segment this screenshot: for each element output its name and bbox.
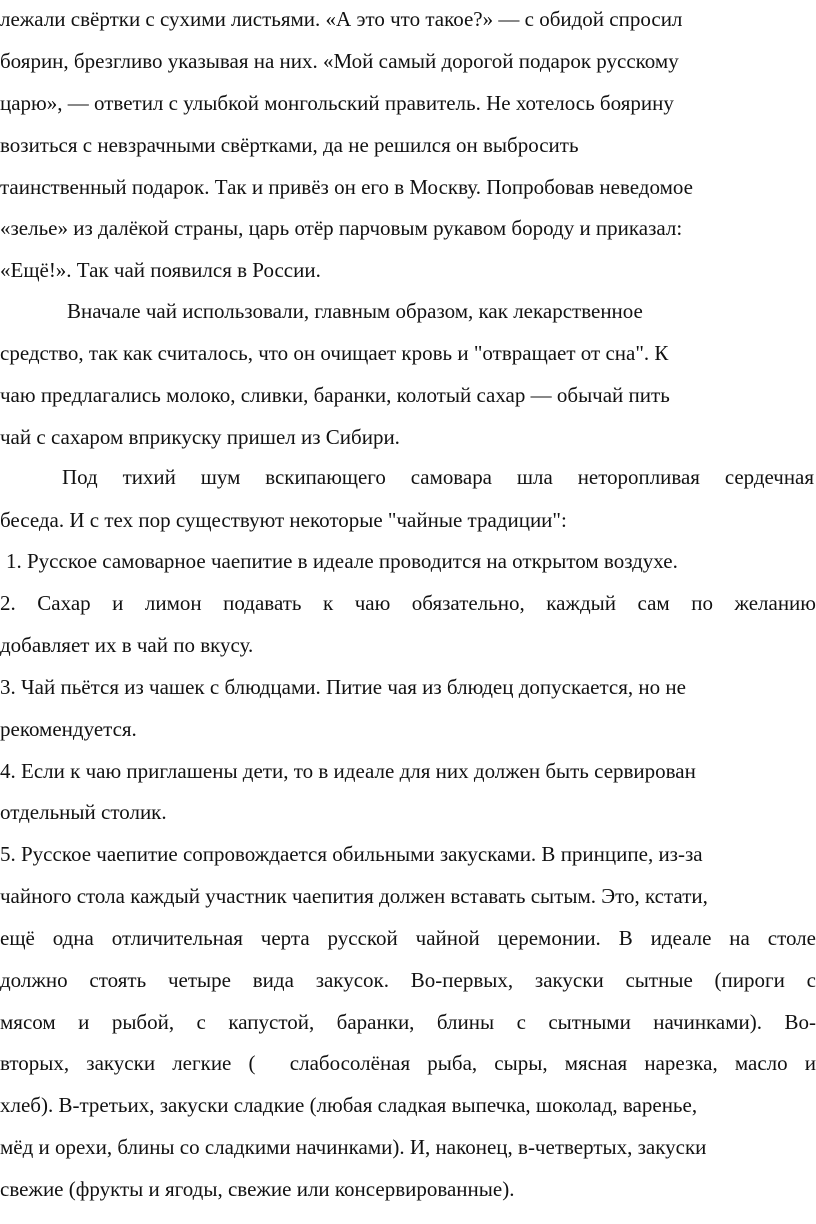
- list-item: 1. Русское самоварное чаепитие в идеале проводится на открытом воздухе.: [6, 549, 678, 573]
- list-item: 5. Русское чаепитие сопровождается обильными закусками. В принципе, из-за: [0, 842, 703, 866]
- text-line: «Ещё!». Так чай появился в России.: [0, 258, 321, 282]
- text-line: свежие (фрукты и ягоды, свежие или консервированные).: [0, 1177, 515, 1201]
- text-line: боярин, брезгливо указывая на них. «Мой самый дорогой подарок русскому: [0, 49, 679, 73]
- text-line: лежали свёртки с сухими листьями. «А это что такое?» — с обидой спросил: [0, 7, 683, 31]
- list-item: 3. Чай пьётся из чашек с блюдцами. Питие чая из блюдец допускается, но не: [0, 675, 686, 699]
- text-line: чай с сахаром вприкуску пришел из Сибири.: [0, 425, 400, 449]
- text-line: отдельный столик.: [0, 800, 167, 824]
- text-line: таинственный подарок. Так и привёз он его в Москву. Попробовав неведомое: [0, 175, 693, 199]
- text-line: царю», — ответил с улыбкой монгольский правитель. Не хотелось боярину: [0, 91, 674, 115]
- text-line: беседа. И с тех пор существуют некоторые "чайные традиции":: [0, 508, 567, 532]
- paragraph-first-line: Под тихий шум вскипающего самовара шла неторопливая сердечная: [62, 465, 814, 489]
- text-line: мёд и орехи, блины со сладкими начинками). И, наконец, в-четвертых, закуски: [0, 1135, 707, 1159]
- text-line: чайного стола каждый участник чаепития должен вставать сытым. Это, кстати,: [0, 884, 708, 908]
- text-line: возиться с невзрачными свёртками, да не решился он выбросить: [0, 133, 579, 157]
- text-line: вторых, закуски легкие ( слабосолёная рыба, сыры, мясная нарезка, масло и: [0, 1051, 816, 1075]
- text-line: мясом и рыбой, с капустой, баранки, блины с сытными начинками). Во-: [0, 1010, 816, 1034]
- text-line: «зелье» из далёкой страны, царь отёр парчовым рукавом бороду и приказал:: [0, 216, 683, 240]
- text-line: средство, так как считалось, что он очищает кровь и "отвращает от сна". К: [0, 341, 669, 365]
- text-line: хлеб). В-третьих, закуски сладкие (любая сладкая выпечка, шоколад, варенье,: [0, 1093, 698, 1117]
- list-item: 2. Сахар и лимон подавать к чаю обязательно, каждый сам по желанию: [0, 591, 816, 615]
- text-line: должно стоять четыре вида закусок. Во-первых, закуски сытные (пироги с: [0, 968, 816, 992]
- text-line: добавляет их в чай по вкусу.: [0, 633, 254, 657]
- paragraph-first-line: Вначале чай использовали, главным образом, как лекарственное: [67, 299, 643, 323]
- text-line: рекомендуется.: [0, 717, 137, 741]
- list-item: 4. Если к чаю приглашены дети, то в идеале для них должен быть сервирован: [0, 759, 696, 783]
- text-line: чаю предлагались молоко, сливки, баранки, колотый сахар — обычай пить: [0, 383, 670, 407]
- text-line: ещё одна отличительная черта русской чайной церемонии. В идеале на столе: [0, 926, 816, 950]
